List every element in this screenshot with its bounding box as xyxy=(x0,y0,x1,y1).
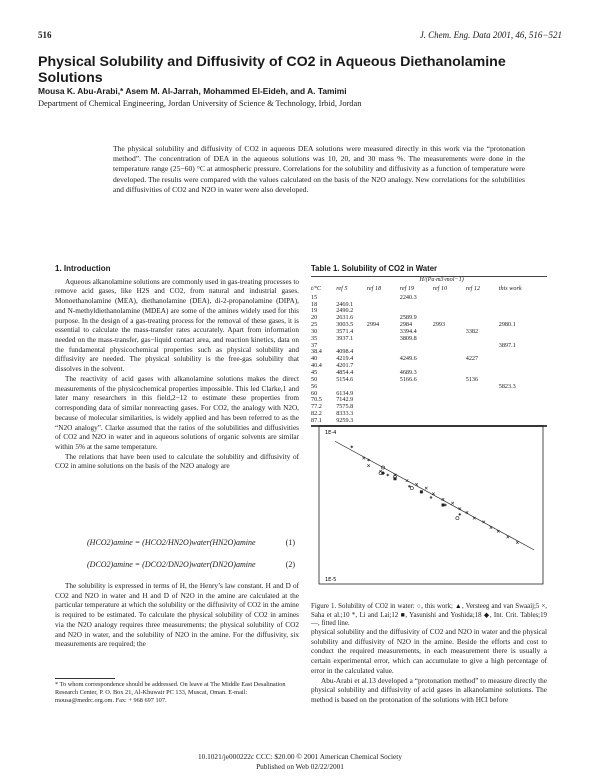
table-cell xyxy=(367,308,400,315)
table-cell xyxy=(466,315,499,322)
data-point xyxy=(458,513,461,516)
table-cell xyxy=(433,295,466,302)
table-cell xyxy=(433,336,466,343)
table-cell: 7575.8 xyxy=(336,403,354,411)
table-cell: 82.2 xyxy=(311,410,322,418)
table-cell xyxy=(367,356,400,363)
table-cell xyxy=(466,411,499,418)
intro-continued xyxy=(55,582,299,650)
table-cell: 4689.3 xyxy=(399,368,417,376)
table-cell: 3382 xyxy=(465,327,479,335)
table-cell xyxy=(367,302,400,309)
table-cell xyxy=(499,349,547,356)
table-cell: 56 xyxy=(311,382,318,390)
table-cell xyxy=(367,336,400,343)
table-cell xyxy=(433,397,466,404)
table-cell: 2240.3 xyxy=(399,293,417,301)
table-cell xyxy=(367,363,400,370)
table-cell: 2984 xyxy=(399,321,413,329)
author-list: Mousa K. Abu-Arabi,* Asem M. Al-Jarrah, Mohammed El-Eideh, and A. Tamimi xyxy=(38,86,347,96)
table-cell xyxy=(433,384,466,391)
data-point xyxy=(430,496,433,499)
table-cell xyxy=(367,397,400,404)
table-cell: 2993 xyxy=(432,321,446,329)
table-cell: 4227 xyxy=(465,355,479,363)
table-cell: 19 xyxy=(311,307,318,315)
table-cell xyxy=(400,411,433,418)
fitted-line xyxy=(335,441,534,550)
table-cell xyxy=(400,391,433,398)
table-cell: 3897.1 xyxy=(498,341,516,349)
affiliation: Department of Chemical Engineering, Jordan University of Science & Technology, Irbid, Jordan xyxy=(38,99,362,108)
section-heading: 1. Introduction xyxy=(55,264,111,273)
correspondence-footnote: * To whom correspondence should be addressed. On leave at The Middle East Desalination Research Center, P. O. Box 21, Al-Khuwair PC 133, Muscat, Oman. E-mail: mousa@medrc.org.om. Fax: + 968 697 107. xyxy=(55,681,286,705)
page-footer xyxy=(38,752,562,771)
data-point xyxy=(420,490,423,493)
data-point xyxy=(394,477,397,480)
table-cell xyxy=(499,329,547,336)
column-header: this work xyxy=(498,284,522,292)
right-paragraph-2: Abu-Arabi et al.13 developed a “protonation method” to measure directly the physical solubility and diffusivity of acid gases in alkanolamine solutions. The method is based on the protonation of the solutions with HCl before xyxy=(311,676,547,705)
table-cell xyxy=(466,295,499,302)
equation-1-number: (1) xyxy=(285,538,295,547)
table-cell: 3571.4 xyxy=(336,327,354,335)
table-cell xyxy=(433,349,466,356)
table-cell: 50 xyxy=(311,375,318,383)
table-cell: 4219.4 xyxy=(336,355,354,363)
table-cell: 4098.4 xyxy=(336,348,354,356)
table-cell xyxy=(466,302,499,309)
journal-citation: J. Chem. Eng. Data 2001, 46, 516−521 xyxy=(419,30,562,40)
table-cell: 5823.3 xyxy=(498,382,516,390)
table-cell xyxy=(400,302,433,309)
table-caption: Table 1. Solubility of CO2 in Water xyxy=(311,264,438,273)
table-cell xyxy=(400,404,433,411)
table-cell xyxy=(466,404,499,411)
table-cell xyxy=(433,370,466,377)
column-header: ref 5 xyxy=(336,284,348,292)
table-cell: 2589.9 xyxy=(399,314,417,322)
table-cell: 25 xyxy=(311,321,318,329)
table-cell xyxy=(433,302,466,309)
column-header: t/°C xyxy=(311,284,322,292)
table-cell: 8333.3 xyxy=(336,410,354,418)
table-cell: 2980.1 xyxy=(498,321,516,329)
table-cell xyxy=(499,411,547,418)
table-cell: 5154.6 xyxy=(336,375,354,383)
table-cell xyxy=(367,343,400,350)
table-cell: 77.2 xyxy=(311,403,322,411)
table-cell xyxy=(433,356,466,363)
table-cell xyxy=(466,384,499,391)
table-cell xyxy=(433,377,466,384)
data-point xyxy=(451,502,454,505)
footnote-rule xyxy=(55,678,115,679)
intro-paragraph-2: The reactivity of acid gases with alkanolamine solutions makes the direct measurements of the physicochemical properties impossible. This led Clarke,1 and later many researchers in this field,2−12 to estimate these properties from corresponding data of similar nonreacting gases. For CO2, the analogy with N2O, because of molecular similarities, is widely applied and has been referred to as the “N2O analogy”. Clarke assumed that the ratios of the solubilities and diffusivities of CO2 and N2O in water and in aqueous solutions of organic solvents are similar within 5% at the same temperature. xyxy=(55,374,299,451)
left-column xyxy=(55,264,299,472)
intro-paragraph-4: The solubility is expressed in terms of H, the Henry’s law constant. H and D of CO2 and N2O in water and H and D of N2O in the amine are calculated at the particular temperature at which the solubility or the diffusivity of CO2 in the amine is required to be estimated. To calculate the physical solubility of CO2 in amines via the N2O analogy requires three measurements; the physical solubility of CO2 and N2O in water, and the solubility of N2O in the amine. For the diffusivity, six measurements are required; the xyxy=(55,582,299,649)
data-point xyxy=(444,504,447,507)
y-tick-label-top: 1E-4 xyxy=(325,430,337,436)
column-header: ref 18 xyxy=(366,284,382,292)
table-cell: 5136 xyxy=(465,375,479,383)
table-cell xyxy=(466,363,499,370)
table-cell: 18 xyxy=(311,300,318,308)
table-cell: 37 xyxy=(311,341,318,349)
table-cell xyxy=(499,391,547,398)
table-cell xyxy=(433,329,466,336)
table-cell: 3003.5 xyxy=(336,321,354,329)
y-tick-label-bottom: 1E-5 xyxy=(325,577,337,583)
table-cell: 87.1 xyxy=(311,416,322,424)
table-cell xyxy=(499,356,547,363)
paper-title: Physical Solubility and Diffusivity of CO2 in Aqueous Diethanolamine Solutions xyxy=(38,54,506,86)
solubility-table xyxy=(311,276,547,427)
equation-2-number: (2) xyxy=(285,560,295,569)
table-unit-header: H/(Pa·m3·mol−1) xyxy=(419,276,464,283)
table-cell xyxy=(433,363,466,370)
table-cell xyxy=(433,411,466,418)
intro-paragraph-3: The relations that have been used to calculate the solubility and diffusivity of CO2 in amine solutions on the basis of the N2O analogy are xyxy=(55,452,299,471)
data-point xyxy=(367,464,370,467)
table-cell: 4854.4 xyxy=(336,368,354,376)
table-cell xyxy=(400,343,433,350)
figure-caption: Figure 1. Solubility of CO2 in water: ○, this work; ▲, Versteeg and van Swaaij;5 ×, Saha et al.;10 *, Li and Lai;12 ■, Yasunishi and Yoshida;18 ◆, Int. Crit. Tables;19 —, fitted line. xyxy=(311,603,547,628)
doi-line: 10.1021/je000222c CCC: $20.00 © 2001 American Chemical Society xyxy=(198,752,402,761)
column-header: ref 19 xyxy=(399,284,415,292)
table-cell xyxy=(433,308,466,315)
page-number: 516 xyxy=(38,30,52,40)
table-cell xyxy=(499,302,547,309)
table-cell: 20 xyxy=(311,314,318,322)
table-cell xyxy=(433,343,466,350)
data-point xyxy=(425,487,428,490)
table-cell: 7142.9 xyxy=(336,396,354,404)
table-cell xyxy=(367,295,400,302)
table-cell xyxy=(367,349,400,356)
table-cell: 2994 xyxy=(366,321,380,329)
table-cell: 2469.1 xyxy=(336,300,354,308)
table-cell xyxy=(466,343,499,350)
table-cell xyxy=(367,384,400,391)
table-cell xyxy=(499,363,547,370)
table-cell: 3937.1 xyxy=(336,334,354,342)
table-cell xyxy=(367,329,400,336)
publication-date: Published on Web 02/22/2001 xyxy=(256,761,344,771)
table-cell: 3394.4 xyxy=(399,327,417,335)
table-cell xyxy=(400,397,433,404)
table-cell: 5166.6 xyxy=(399,375,417,383)
table-cell: 38.4 xyxy=(311,348,322,356)
table-cell xyxy=(466,336,499,343)
table-cell: 70.5 xyxy=(311,396,322,404)
table-cell xyxy=(499,370,547,377)
table-cell: 2631.6 xyxy=(336,314,354,322)
table-cell: 15 xyxy=(311,293,318,301)
solubility-chart xyxy=(317,424,545,588)
plot-frame xyxy=(319,426,543,584)
table-cell: 40.4 xyxy=(311,362,322,370)
table-cell xyxy=(400,384,433,391)
right-column xyxy=(311,628,547,706)
table-cell xyxy=(466,308,499,315)
intro-paragraph-1: Aqueous alkanolamine solutions are commonly used in gas-treating processes to remove acid gases, like H2S and CO2, from natural and industrial gases. Monoethanolamine (MEA), diethanolamine (DEA), di-2-propanolamine (DIPA), and N-methyldiethanolamine (MDEA) are some of the amines widely used for this purpose. In the design of a gas-treating process for the removal of these gases, it is essential to calculate the mass-transfer rates accurately. Apart from information needed on the mass-transfer, gas−liquid contact area, and reaction kinetics, data on the fundamental physicochemical properties such as physical solubility and diffusivity are needed. The physical solubility is the free-gas solubility that dissolves in the solvent. xyxy=(55,277,299,374)
abstract: The physical solubility and diffusivity of CO2 in aqueous DEA solutions were measured directly in this work via the “protonation method”. The concentration of DEA in the aqueous solutions was 10, 20, and 30 mass %. The measurements were done in the temperature range (25−60) °C at atmospheric pressure. Correlations for the solubility and diffusivity as a function of temperature were developed. The results were compared with the values calculated on the basis of the N2O analogy. New correlations for the solubilities and diffusivities of CO2 and N2O in water were also developed. xyxy=(113,144,525,194)
column-header: ref 12 xyxy=(465,284,481,292)
table-cell: 60 xyxy=(311,389,318,397)
table-cell: 9259.3 xyxy=(336,416,354,424)
table-cell: 2490.2 xyxy=(336,307,354,315)
data-point xyxy=(456,517,459,520)
data-point xyxy=(350,445,353,448)
table-cell xyxy=(499,397,547,404)
table-cell: 6134.9 xyxy=(336,389,354,397)
table-cell xyxy=(433,391,466,398)
table-cell: 4249.6 xyxy=(399,355,417,363)
table-cell xyxy=(433,404,466,411)
equation-2-body: (DCO2)amine = (DCO2/DN2O)water(DN2O)amine xyxy=(87,560,256,569)
equation-1-body: (HCO2)amine = (HCO2/HN2O)water(HN2O)amine xyxy=(87,538,256,547)
table-cell: 3809.8 xyxy=(399,334,417,342)
data-point xyxy=(410,487,413,490)
table-cell: 30 xyxy=(311,327,318,335)
table-cell xyxy=(367,377,400,384)
table-cell xyxy=(466,391,499,398)
table-cell: 35 xyxy=(311,334,318,342)
table-cell xyxy=(367,404,400,411)
table-cell xyxy=(367,391,400,398)
table-cell xyxy=(466,397,499,404)
right-paragraph-1: physical solubility and the diffusivity of CO2 and N2O in water and the physical solubility and diffusivity of N2O in the amine. Beside the efforts and cost to conduct the required measurements, in each measurement there is usually a certain experimental error, which can accumulate to give a high percentage of error in the calculated value. xyxy=(311,628,547,675)
table-cell: 45 xyxy=(311,368,318,376)
data-point xyxy=(386,474,389,477)
column-header: ref 10 xyxy=(432,284,448,292)
table-cell xyxy=(499,308,547,315)
running-header xyxy=(38,30,562,44)
table-cell xyxy=(367,370,400,377)
table-cell: 40 xyxy=(311,355,318,363)
table-cell xyxy=(499,295,547,302)
table-cell xyxy=(367,411,400,418)
table-cell: 4201.7 xyxy=(336,362,354,370)
table-cell xyxy=(499,404,547,411)
